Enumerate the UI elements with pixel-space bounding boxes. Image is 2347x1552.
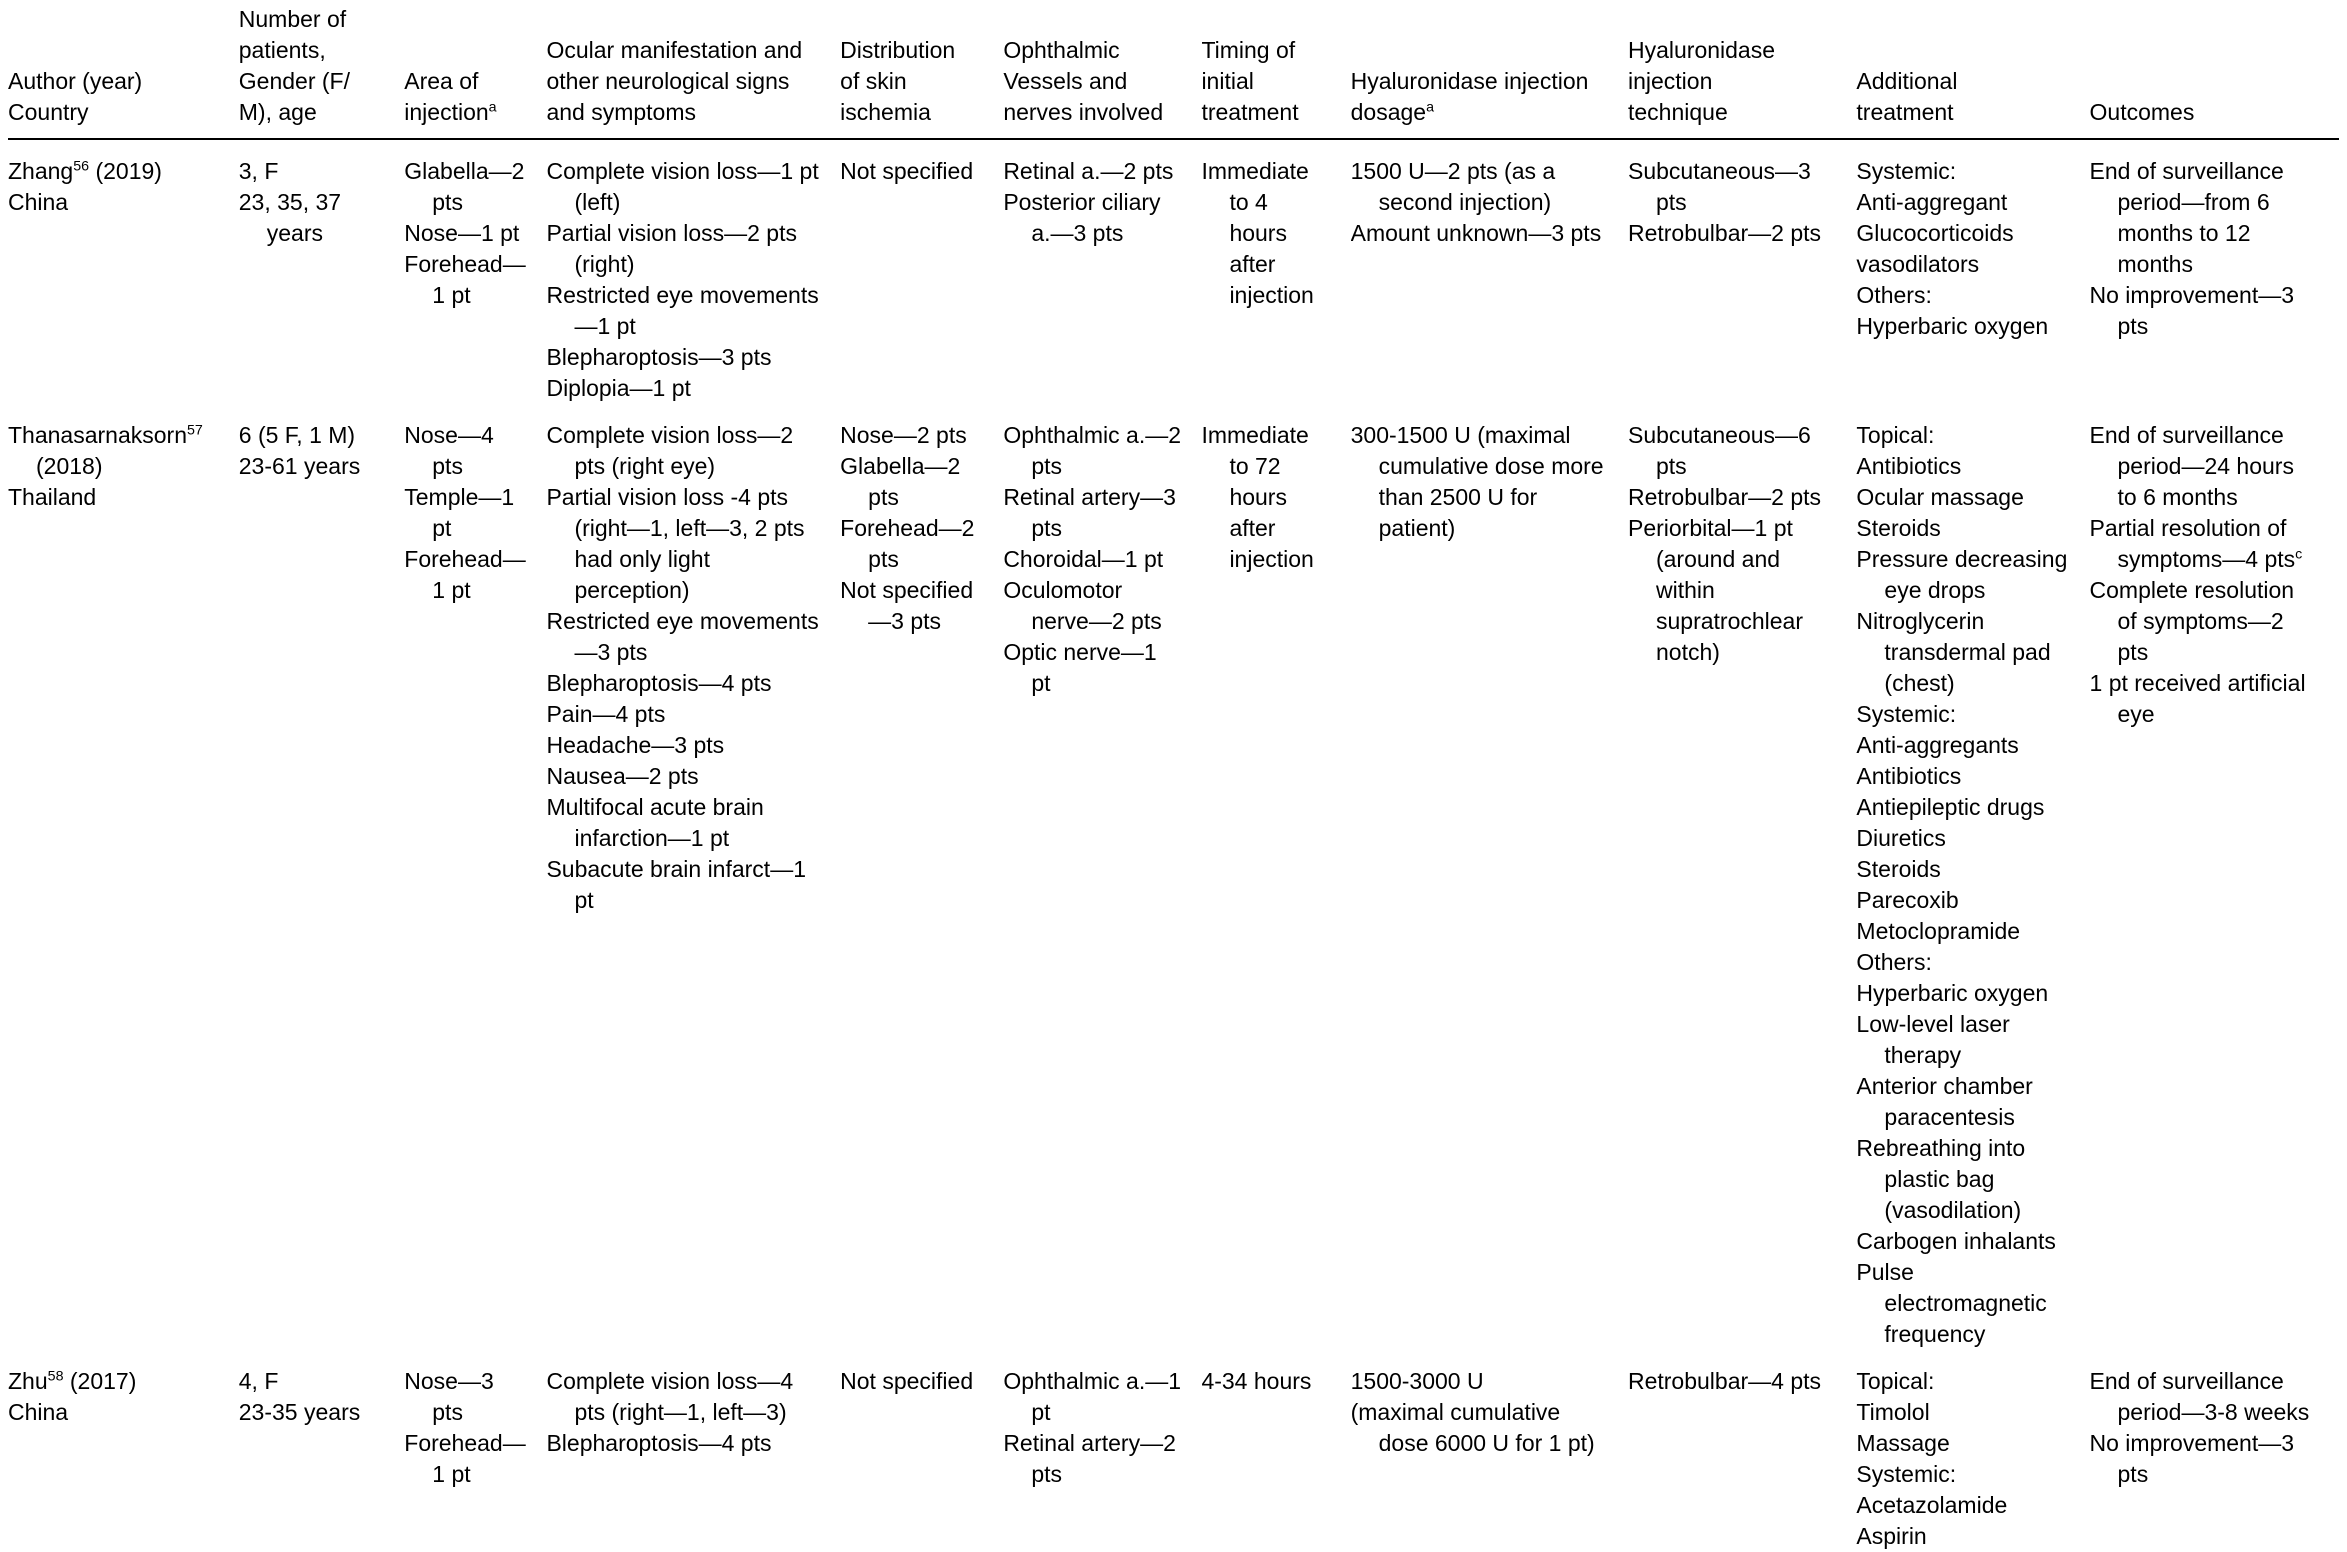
header-line: Hyaluronidase (1627, 37, 1776, 63)
cell-item: Immediate to 4 hours after injection (1201, 158, 1314, 308)
cell-item: End of surveillance period—24 hours to 6 months (2089, 422, 2294, 510)
cell-item: Thanasarnaksorn$^{57}$ (2018) (8, 422, 203, 479)
cell-timing (1201, 1350, 1350, 1552)
table-body (8, 139, 2339, 1552)
cell-item: Pulse electromagnetic frequency (1856, 1259, 2047, 1347)
cell-item: China (8, 189, 69, 215)
cell-ocular (546, 404, 840, 1350)
cell-dosage (1351, 1350, 1628, 1552)
cell-item: China (8, 1399, 69, 1425)
cell-item: Subcutaneous—6 pts (1627, 422, 1811, 479)
cell-item: Others: (1856, 949, 1932, 975)
cell-item: Complete vision loss—4 pts (right—1, left—3) (546, 1368, 794, 1425)
cell-item: Partial vision loss—2 pts (right) (546, 220, 797, 277)
cell-item: Pain—4 pts (546, 701, 666, 727)
cell-item: Nose—2 pts (840, 422, 967, 448)
cell-additional (1856, 1350, 2089, 1552)
superscript: 56 (73, 158, 90, 175)
cell-item: Forehead—2 pts (840, 515, 975, 572)
header-line: Vessels and (1003, 68, 1128, 94)
cell-area (404, 404, 546, 1350)
cell-area (404, 139, 546, 404)
cell-item: Retinal a.—2 pts (1003, 158, 1174, 184)
cell-vessels (1003, 404, 1201, 1350)
cell-item: Blepharoptosis—3 pts (546, 344, 772, 370)
cell-item: Hyperbaric oxygen (1856, 980, 2049, 1006)
col-header-additional (1856, 4, 2089, 139)
cell-item: Retrobulbar—4 pts (1627, 1368, 1822, 1394)
cell-item: Thailand (8, 484, 97, 510)
header-line: patients, (238, 37, 326, 63)
superscript: a (488, 99, 497, 116)
cell-patients (239, 1350, 405, 1552)
superscript: 57 (187, 422, 203, 439)
cell-item: Complete resolution of symptoms—2 pts (2089, 577, 2295, 665)
cell-item: Optic nerve—1 pt (1003, 639, 1157, 696)
cell-patients (239, 139, 405, 404)
cell-outcomes (2090, 139, 2339, 404)
cell-author (8, 139, 239, 404)
cell-item: Systemic: (1856, 701, 1957, 727)
cell-item: Parecoxib (1856, 887, 1959, 913)
cell-item: Periorbital—1 pt (around and within supratrochlear notch) (1627, 515, 1804, 665)
cell-item: Choroidal—1 pt (1003, 546, 1164, 572)
header-line: Gender (F/ (238, 68, 350, 94)
cell-item: Acetazolamide (1856, 1492, 2008, 1518)
cell-item: Anterior chamber paracentesis (1856, 1073, 2033, 1130)
cell-item: Multifocal acute brain infarction—1 pt (546, 794, 764, 851)
superscript: c (2295, 546, 2303, 563)
header-line: dosage$^a$ (1350, 99, 1435, 125)
cell-item: Zhu$^{58}$ (2017) (8, 1368, 137, 1394)
cell-item: Nausea—2 pts (546, 763, 699, 789)
header-line: Ocular manifestation and (546, 37, 803, 63)
cell-item: Aspirin (1856, 1523, 1927, 1549)
cell-item: Ocular massage (1856, 484, 2024, 510)
cell-item: 4, F (238, 1368, 279, 1394)
cell-item: Retinal artery—3 pts (1003, 484, 1176, 541)
cell-item: Restricted eye movements—3 pts (546, 608, 819, 665)
cell-patients (239, 404, 405, 1350)
cell-item: Steroids (1856, 515, 1941, 541)
cell-skin (840, 139, 1003, 404)
cell-technique (1628, 404, 1856, 1350)
cell-item: 1 pt received artificial eye (2089, 670, 2306, 727)
cell-item: Systemic: (1856, 158, 1957, 184)
col-header-skin (840, 4, 1003, 139)
header-line: Outcomes (2089, 99, 2195, 125)
cell-item: Immediate to 72 hours after injection (1201, 422, 1314, 572)
table-row (8, 404, 2339, 1350)
cell-item: Topical: (1856, 1368, 1935, 1394)
cell-item: Nose—3 pts (404, 1368, 494, 1425)
cell-item: Antibiotics (1856, 453, 1962, 479)
cell-item: 3, F (238, 158, 279, 184)
col-header-outcomes (2090, 4, 2339, 139)
cell-item: Timolol (1856, 1399, 1930, 1425)
cell-item: 6 (5 F, 1 M) (238, 422, 356, 448)
cell-item: 23, 35, 37 years (238, 189, 342, 246)
cell-dosage (1351, 404, 1628, 1350)
cell-item: Steroids (1856, 856, 1941, 882)
header-line: and symptoms (546, 99, 697, 125)
cell-item: Others: (1856, 282, 1932, 308)
cell-item: Diplopia—1 pt (546, 375, 691, 401)
cell-item: Nose—1 pt (404, 220, 520, 246)
cell-item: Forehead—1 pt (404, 546, 526, 603)
cell-item: Retrobulbar—2 pts (1627, 220, 1822, 246)
header-line: other neurological signs (546, 68, 790, 94)
cell-item: No improvement—3 pts (2089, 282, 2295, 339)
header-line: Distribution (840, 37, 956, 63)
cell-author (8, 1350, 239, 1552)
cell-skin (840, 1350, 1003, 1552)
header-line: treatment (1856, 99, 1954, 125)
cell-item: Nose—4 pts (404, 422, 494, 479)
cell-technique (1628, 139, 1856, 404)
cell-item: End of surveillance period—from 6 months to 12 months (2089, 158, 2284, 277)
cell-item: Hyperbaric oxygen (1856, 313, 2049, 339)
cell-item: 23-61 years (238, 453, 361, 479)
cell-item: Glabella—2 pts (840, 453, 961, 510)
cell-item: Oculomotor nerve—2 pts (1003, 577, 1162, 634)
cell-item: Glucocorticoids (1856, 220, 2014, 246)
cell-item: Ophthalmic a.—1 pt (1003, 1368, 1182, 1425)
cell-item: Temple—1 pt (404, 484, 515, 541)
header-line: Ophthalmic (1003, 37, 1120, 63)
cell-ocular (546, 139, 840, 404)
cell-item: Blepharoptosis—4 pts (546, 1430, 772, 1456)
cell-item: Metoclopramide (1856, 918, 2021, 944)
table-row (8, 139, 2339, 404)
cell-item: Rebreathing into plastic bag (vasodilation) (1856, 1135, 2026, 1223)
cell-item: Ophthalmic a.—2 pts (1003, 422, 1182, 479)
header-line: nerves involved (1003, 99, 1164, 125)
paper-table (8, 4, 2339, 1552)
cell-item: 300-1500 U (maximal cumulative dose more than 2500 U for patient) (1350, 422, 1604, 541)
header-line: injection (1627, 68, 1713, 94)
cell-item: Blepharoptosis—4 pts (546, 670, 772, 696)
superscript: 58 (47, 1368, 64, 1385)
cell-item: 1500 U—2 pts (as a second injection) (1350, 158, 1556, 215)
cell-item: Amount unknown—3 pts (1350, 220, 1602, 246)
cell-item: Low-level laser therapy (1856, 1011, 2010, 1068)
table-header-row (8, 4, 2339, 139)
cell-item: Topical: (1856, 422, 1935, 448)
cell-item: Subacute brain infarct—1 pt (546, 856, 806, 913)
header-line: Country (8, 99, 89, 125)
cell-vessels (1003, 1350, 1201, 1552)
header-line: Hyaluronidase injection (1350, 68, 1589, 94)
cell-item: Forehead—1 pt (404, 1430, 526, 1487)
header-line: Additional (1856, 68, 1958, 94)
cell-item: Zhang$^{56}$ (2019) (8, 158, 162, 184)
cell-item: Anti-aggregant (1856, 189, 2008, 215)
table-row (8, 1350, 2339, 1552)
cell-area (404, 1350, 546, 1552)
header-line: Timing of (1201, 37, 1296, 63)
cell-item: Antibiotics (1856, 763, 1962, 789)
header-line: initial (1201, 68, 1254, 94)
cell-item: Retrobulbar—2 pts (1627, 484, 1822, 510)
header-line: injection$^a$ (404, 99, 497, 125)
cell-item: Not specified (840, 158, 974, 184)
col-header-timing (1201, 4, 1350, 139)
cell-item: Glabella—2 pts (404, 158, 525, 215)
cell-item: Not specified—3 pts (840, 577, 974, 634)
cell-item: Headache—3 pts (546, 732, 725, 758)
cell-item: Restricted eye movements—1 pt (546, 282, 819, 339)
cell-item: Partial resolution of symptoms—4 pts$^c$ (2089, 515, 2303, 572)
cell-dosage (1351, 139, 1628, 404)
cell-additional (1856, 139, 2089, 404)
col-header-patients (239, 4, 405, 139)
col-header-area (404, 4, 546, 139)
cell-item: Nitroglycerin transdermal pad (chest) (1856, 608, 2051, 696)
cell-timing (1201, 139, 1350, 404)
cell-item: 4-34 hours (1201, 1368, 1312, 1394)
cell-outcomes (2090, 404, 2339, 1350)
cell-item: Posterior ciliary a.—3 pts (1003, 189, 1161, 246)
superscript: a (1426, 99, 1435, 116)
cell-item: Subcutaneous—3 pts (1627, 158, 1811, 215)
col-header-dosage (1351, 4, 1628, 139)
cell-vessels (1003, 139, 1201, 404)
cell-item: Carbogen inhalants (1856, 1228, 2056, 1254)
table-head (8, 4, 2339, 139)
cell-item: 1500-3000 U (1350, 1368, 1484, 1394)
cell-item: 23-35 years (238, 1399, 361, 1425)
cell-item: Complete vision loss—2 pts (right eye) (546, 422, 794, 479)
header-line: of skin (840, 68, 907, 94)
cell-item: Massage (1856, 1430, 1950, 1456)
cell-technique (1628, 1350, 1856, 1552)
header-line: M), age (238, 99, 317, 125)
cell-outcomes (2090, 1350, 2339, 1552)
col-header-technique (1628, 4, 1856, 139)
cell-timing (1201, 404, 1350, 1350)
cell-additional (1856, 404, 2089, 1350)
cell-item: Pressure decreasing eye drops (1856, 546, 2068, 603)
cell-ocular (546, 1350, 840, 1552)
cell-item: vasodilators (1856, 251, 1980, 277)
cell-item: Forehead—1 pt (404, 251, 526, 308)
cell-item: Retinal artery—2 pts (1003, 1430, 1176, 1487)
cell-item: Systemic: (1856, 1461, 1957, 1487)
col-header-vessels (1003, 4, 1201, 139)
header-line: Number of (238, 6, 347, 32)
cell-item: Complete vision loss—1 pt (left) (546, 158, 819, 215)
col-header-ocular (546, 4, 840, 139)
header-line: Author (year) (8, 68, 143, 94)
header-line: technique (1627, 99, 1728, 125)
cell-item: Partial vision loss -4 pts (right—1, left—3, 2 pts had only light perception) (546, 484, 805, 603)
cell-item: End of surveillance period—3-8 weeks (2089, 1368, 2310, 1425)
cell-item: No improvement—3 pts (2089, 1430, 2295, 1487)
cell-skin (840, 404, 1003, 1350)
header-line: Area of (404, 68, 479, 94)
cell-author (8, 404, 239, 1350)
cell-item: Not specified (840, 1368, 974, 1394)
cell-item: Diuretics (1856, 825, 1946, 851)
cell-item: Antiepileptic drugs (1856, 794, 2045, 820)
col-header-author (8, 4, 239, 139)
header-line: ischemia (840, 99, 931, 125)
header-line: treatment (1201, 99, 1299, 125)
cell-item: (maximal cumulative dose 6000 U for 1 pt) (1350, 1399, 1595, 1456)
cell-item: Anti-aggregants (1856, 732, 2019, 758)
